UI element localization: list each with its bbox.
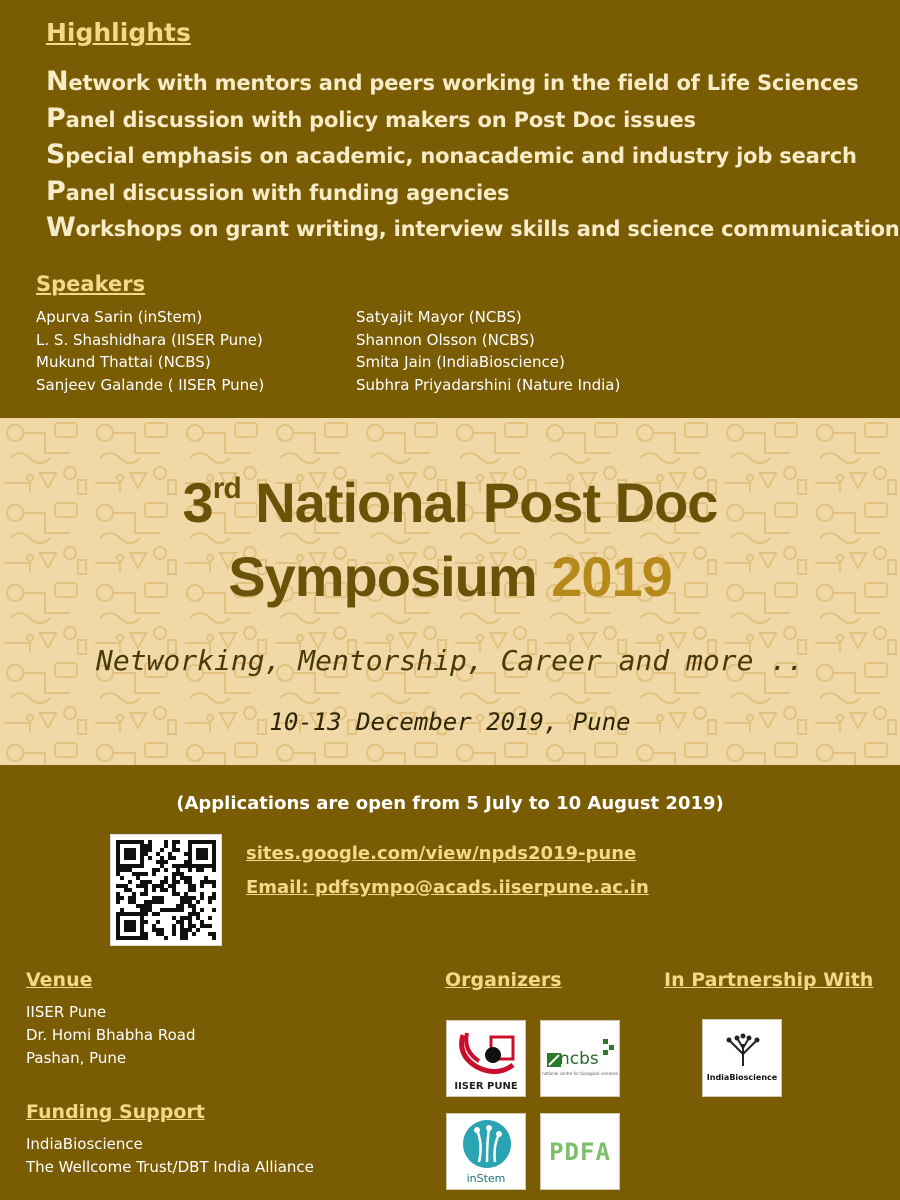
qr-module xyxy=(184,928,188,932)
instem-logo: inStem xyxy=(446,1113,526,1190)
speaker-name: L. S. Shashidhara (IISER Pune) xyxy=(36,330,263,349)
qr-module xyxy=(160,932,164,936)
qr-module xyxy=(144,844,148,848)
qr-module xyxy=(176,848,180,852)
qr-module xyxy=(184,932,188,936)
qr-module xyxy=(172,856,176,860)
qr-module xyxy=(208,916,212,920)
qr-module xyxy=(124,884,128,888)
qr-module xyxy=(152,896,156,900)
qr-module xyxy=(212,868,216,872)
qr-module xyxy=(172,892,176,896)
qr-module xyxy=(208,900,212,904)
qr-module xyxy=(148,844,152,848)
qr-module xyxy=(180,908,184,912)
qr-module xyxy=(196,912,200,916)
qr-module xyxy=(152,928,156,932)
qr-module xyxy=(144,852,148,856)
instem-emblem-icon xyxy=(457,1118,517,1170)
qr-module xyxy=(136,872,140,876)
qr-module xyxy=(164,840,168,844)
qr-module xyxy=(116,868,120,872)
qr-module xyxy=(120,876,124,880)
qr-module xyxy=(184,860,188,864)
qr-module xyxy=(128,868,132,872)
qr-module xyxy=(176,872,180,876)
iiser-pune-logo: IISER PUNE xyxy=(446,1020,526,1097)
highlights-heading: Highlights xyxy=(46,18,191,47)
qr-module xyxy=(120,908,124,912)
qr-module xyxy=(164,860,168,864)
qr-module xyxy=(144,888,148,892)
symposium-date: 10-13 December 2019, Pune xyxy=(269,708,631,736)
qr-module xyxy=(180,928,184,932)
qr-finder-square xyxy=(196,848,208,860)
qr-module xyxy=(116,892,120,896)
qr-module xyxy=(192,888,196,892)
qr-module xyxy=(200,920,204,924)
qr-module xyxy=(184,892,188,896)
qr-module xyxy=(148,900,152,904)
qr-module xyxy=(156,868,160,872)
funding-heading: Funding Support xyxy=(26,1101,205,1123)
qr-module xyxy=(180,872,184,876)
highlight-item: Panel discussion with policy makers on Post Doc issues xyxy=(46,102,696,134)
qr-module xyxy=(176,868,180,872)
qr-module xyxy=(212,936,216,940)
qr-module xyxy=(144,892,148,896)
qr-module xyxy=(152,912,156,916)
qr-module xyxy=(172,924,176,928)
qr-module xyxy=(200,884,204,888)
qr-module xyxy=(152,924,156,928)
qr-module xyxy=(172,880,176,884)
qr-module xyxy=(208,924,212,928)
qr-module xyxy=(164,876,168,880)
qr-module xyxy=(212,884,216,888)
qr-module xyxy=(188,880,192,884)
qr-module xyxy=(128,900,132,904)
applications-notice: (Applications are open from 5 July to 10 August 2019) xyxy=(176,793,724,814)
qr-module xyxy=(192,912,196,916)
qr-module xyxy=(204,924,208,928)
qr-module xyxy=(120,868,124,872)
qr-module xyxy=(132,892,136,896)
qr-module xyxy=(160,896,164,900)
qr-module xyxy=(128,896,132,900)
venue-address xyxy=(26,1001,196,1070)
speaker-name: Subhra Priyadarshini (Nature India) xyxy=(356,375,621,394)
qr-module xyxy=(184,880,188,884)
qr-module xyxy=(180,900,184,904)
organizers-heading: Organizers xyxy=(445,969,562,991)
indiabioscience-tree-icon xyxy=(723,1028,763,1068)
qr-module xyxy=(124,888,128,892)
venue-heading: Venue xyxy=(26,969,93,991)
qr-code-image xyxy=(111,835,221,945)
qr-module xyxy=(164,936,168,940)
qr-module xyxy=(120,896,124,900)
qr-module xyxy=(148,880,152,884)
qr-module xyxy=(184,864,188,868)
speaker-name: Apurva Sarin (inStem) xyxy=(36,308,203,326)
qr-module xyxy=(116,884,120,888)
qr-module xyxy=(172,876,176,880)
qr-module xyxy=(188,884,192,888)
qr-module xyxy=(132,872,136,876)
qr-module xyxy=(172,928,176,932)
qr-module xyxy=(188,912,192,916)
qr-module xyxy=(180,920,184,924)
qr-module xyxy=(188,920,192,924)
qr-module xyxy=(172,888,176,892)
qr-module xyxy=(212,892,216,896)
qr-module xyxy=(136,884,140,888)
qr-module xyxy=(160,864,164,868)
qr-module xyxy=(144,848,148,852)
qr-module xyxy=(140,908,144,912)
qr-module xyxy=(208,932,212,936)
email-link[interactable]: Email: pdfsympo@acads.iiserpune.ac.in xyxy=(246,877,649,898)
qr-module xyxy=(152,888,156,892)
qr-module xyxy=(116,900,120,904)
speakers-left-column xyxy=(36,306,264,396)
qr-module xyxy=(164,888,168,892)
venue-line: Dr. Homi Bhabha Road xyxy=(26,1026,196,1044)
qr-module xyxy=(148,848,152,852)
qr-module xyxy=(156,932,160,936)
qr-module xyxy=(180,904,184,908)
qr-module xyxy=(144,920,148,924)
qr-module xyxy=(200,892,204,896)
qr-module xyxy=(148,908,152,912)
qr-module xyxy=(184,936,188,940)
qr-module xyxy=(192,884,196,888)
qr-module xyxy=(144,932,148,936)
qr-module xyxy=(140,872,144,876)
highlights-list xyxy=(46,64,900,247)
qr-module xyxy=(172,864,176,868)
qr-module xyxy=(152,884,156,888)
qr-module xyxy=(180,932,184,936)
qr-module xyxy=(188,924,192,928)
venue-line: Pashan, Pune xyxy=(26,1049,127,1067)
qr-module xyxy=(200,880,204,884)
qr-module xyxy=(200,896,204,900)
qr-module xyxy=(160,928,164,932)
qr-module xyxy=(156,860,160,864)
qr-module xyxy=(156,900,160,904)
qr-module xyxy=(164,880,168,884)
funding-list xyxy=(26,1133,314,1179)
ncbs-squares-icon xyxy=(603,1039,615,1055)
qr-module xyxy=(144,908,148,912)
qr-module xyxy=(160,908,164,912)
highlight-item: Network with mentors and peers working in the field of Life Sciences xyxy=(46,66,859,97)
qr-module xyxy=(136,904,140,908)
speaker-name: Shannon Olsson (NCBS) xyxy=(356,330,535,349)
speaker-name: Mukund Thattai (NCBS) xyxy=(36,353,211,371)
qr-module xyxy=(184,852,188,856)
qr-module xyxy=(212,908,216,912)
qr-module xyxy=(196,916,200,920)
title-banner xyxy=(0,418,900,765)
qr-module xyxy=(144,936,148,940)
qr-module xyxy=(156,912,160,916)
qr-module xyxy=(180,916,184,920)
qr-module xyxy=(192,932,196,936)
qr-module xyxy=(188,888,192,892)
qr-module xyxy=(128,888,132,892)
qr-module xyxy=(168,856,172,860)
qr-module xyxy=(168,908,172,912)
ncbs-logo: ncbs national centre for biological sciences xyxy=(540,1020,620,1097)
qr-module xyxy=(116,872,120,876)
qr-module xyxy=(136,876,140,880)
qr-module xyxy=(140,884,144,888)
qr-module xyxy=(196,900,200,904)
qr-module xyxy=(176,904,180,908)
partnership-heading: In Partnership With xyxy=(664,969,874,991)
qr-module xyxy=(132,896,136,900)
qr-module xyxy=(192,896,196,900)
qr-module xyxy=(164,844,168,848)
qr-module xyxy=(196,928,200,932)
qr-module xyxy=(200,924,204,928)
qr-module xyxy=(132,900,136,904)
qr-module xyxy=(180,896,184,900)
qr-module xyxy=(176,880,180,884)
speakers-heading: Speakers xyxy=(36,272,146,296)
qr-finder-square xyxy=(124,920,136,932)
qr-module xyxy=(204,880,208,884)
venue-line: IISER Pune xyxy=(26,1003,107,1021)
qr-module xyxy=(116,896,120,900)
qr-module xyxy=(140,892,144,896)
qr-module xyxy=(180,924,184,928)
qr-module xyxy=(120,884,124,888)
funding-line: The Wellcome Trust/DBT India Alliance xyxy=(26,1158,314,1176)
qr-module xyxy=(164,908,168,912)
qr-module xyxy=(160,884,164,888)
qr-module xyxy=(184,876,188,880)
qr-module xyxy=(188,928,192,932)
speaker-name: Satyajit Mayor (NCBS) xyxy=(356,308,522,326)
qr-module xyxy=(188,900,192,904)
qr-module xyxy=(160,880,164,884)
qr-module xyxy=(140,880,144,884)
qr-module xyxy=(172,872,176,876)
qr-module xyxy=(212,896,216,900)
qr-module xyxy=(156,920,160,924)
qr-module xyxy=(144,884,148,888)
qr-module xyxy=(172,840,176,844)
qr-module xyxy=(160,856,164,860)
qr-module xyxy=(160,860,164,864)
qr-module xyxy=(172,884,176,888)
qr-module xyxy=(176,920,180,924)
qr-module xyxy=(128,880,132,884)
qr-module xyxy=(172,844,176,848)
qr-module xyxy=(180,864,184,868)
qr-module xyxy=(152,872,156,876)
qr-module xyxy=(156,884,160,888)
symposium-title-line-1: 3rd National Post Doc xyxy=(182,471,718,534)
funding-line: IndiaBioscience xyxy=(26,1135,143,1153)
qr-module xyxy=(156,928,160,932)
speaker-name: Sanjeev Galande ( IISER Pune) xyxy=(36,375,265,394)
qr-module xyxy=(192,908,196,912)
qr-finder-square xyxy=(124,848,136,860)
iiser-emblem-icon xyxy=(447,1025,525,1081)
indiabioscience-logo: IndiaBioscience xyxy=(702,1019,782,1097)
qr-module xyxy=(184,896,188,900)
qr-module xyxy=(144,904,148,908)
symposium-year: 2019 xyxy=(551,545,672,608)
qr-module xyxy=(184,900,188,904)
qr-module xyxy=(180,936,184,940)
qr-module xyxy=(124,868,128,872)
qr-module xyxy=(200,868,204,872)
qr-module xyxy=(168,884,172,888)
pdfa-logo: PDFA xyxy=(540,1113,620,1190)
symposium-title-line-2: Symposium 2019 xyxy=(228,545,672,608)
highlight-item: Workshops on grant writing, interview skills and science communication xyxy=(46,212,900,243)
qr-module xyxy=(212,932,216,936)
qr-module xyxy=(208,896,212,900)
qr-module xyxy=(156,852,160,856)
speaker-name: Smita Jain (IndiaBioscience) xyxy=(356,353,565,371)
qr-module xyxy=(200,908,204,912)
qr-module xyxy=(188,868,192,872)
qr-module xyxy=(148,856,152,860)
qr-module xyxy=(144,872,148,876)
qr-code[interactable] xyxy=(110,834,222,946)
symposium-tagline: Networking, Mentorship, Career and more .. xyxy=(95,644,804,677)
speakers-right-column xyxy=(356,306,620,396)
qr-module xyxy=(188,904,192,908)
qr-module xyxy=(188,896,192,900)
qr-module xyxy=(176,908,180,912)
qr-module xyxy=(176,892,180,896)
qr-module xyxy=(160,888,164,892)
qr-module xyxy=(172,848,176,852)
qr-module xyxy=(160,848,164,852)
qr-module xyxy=(152,868,156,872)
qr-module xyxy=(156,896,160,900)
qr-module xyxy=(176,864,180,868)
qr-module xyxy=(184,916,188,920)
qr-module xyxy=(188,916,192,920)
qr-module xyxy=(172,932,176,936)
qr-module xyxy=(172,916,176,920)
qr-module xyxy=(208,880,212,884)
qr-module xyxy=(152,900,156,904)
qr-module xyxy=(144,912,148,916)
qr-module xyxy=(140,904,144,908)
highlight-item: Panel discussion with funding agencies xyxy=(46,175,510,207)
qr-module xyxy=(176,840,180,844)
qr-module xyxy=(212,880,216,884)
qr-module xyxy=(192,924,196,928)
qr-module xyxy=(164,868,168,872)
qr-module xyxy=(204,876,208,880)
qr-module xyxy=(192,904,196,908)
website-link[interactable]: sites.google.com/view/npds2019-pune xyxy=(246,843,637,864)
highlight-item: Special emphasis on academic, nonacademic and industry job search xyxy=(46,139,857,170)
qr-module xyxy=(144,880,148,884)
qr-module xyxy=(144,900,148,904)
qr-module xyxy=(180,876,184,880)
qr-module xyxy=(172,908,176,912)
qr-module xyxy=(196,868,200,872)
qr-module xyxy=(168,852,172,856)
qr-module xyxy=(188,876,192,880)
qr-module xyxy=(148,904,152,908)
qr-module xyxy=(160,900,164,904)
qr-module xyxy=(148,840,152,844)
